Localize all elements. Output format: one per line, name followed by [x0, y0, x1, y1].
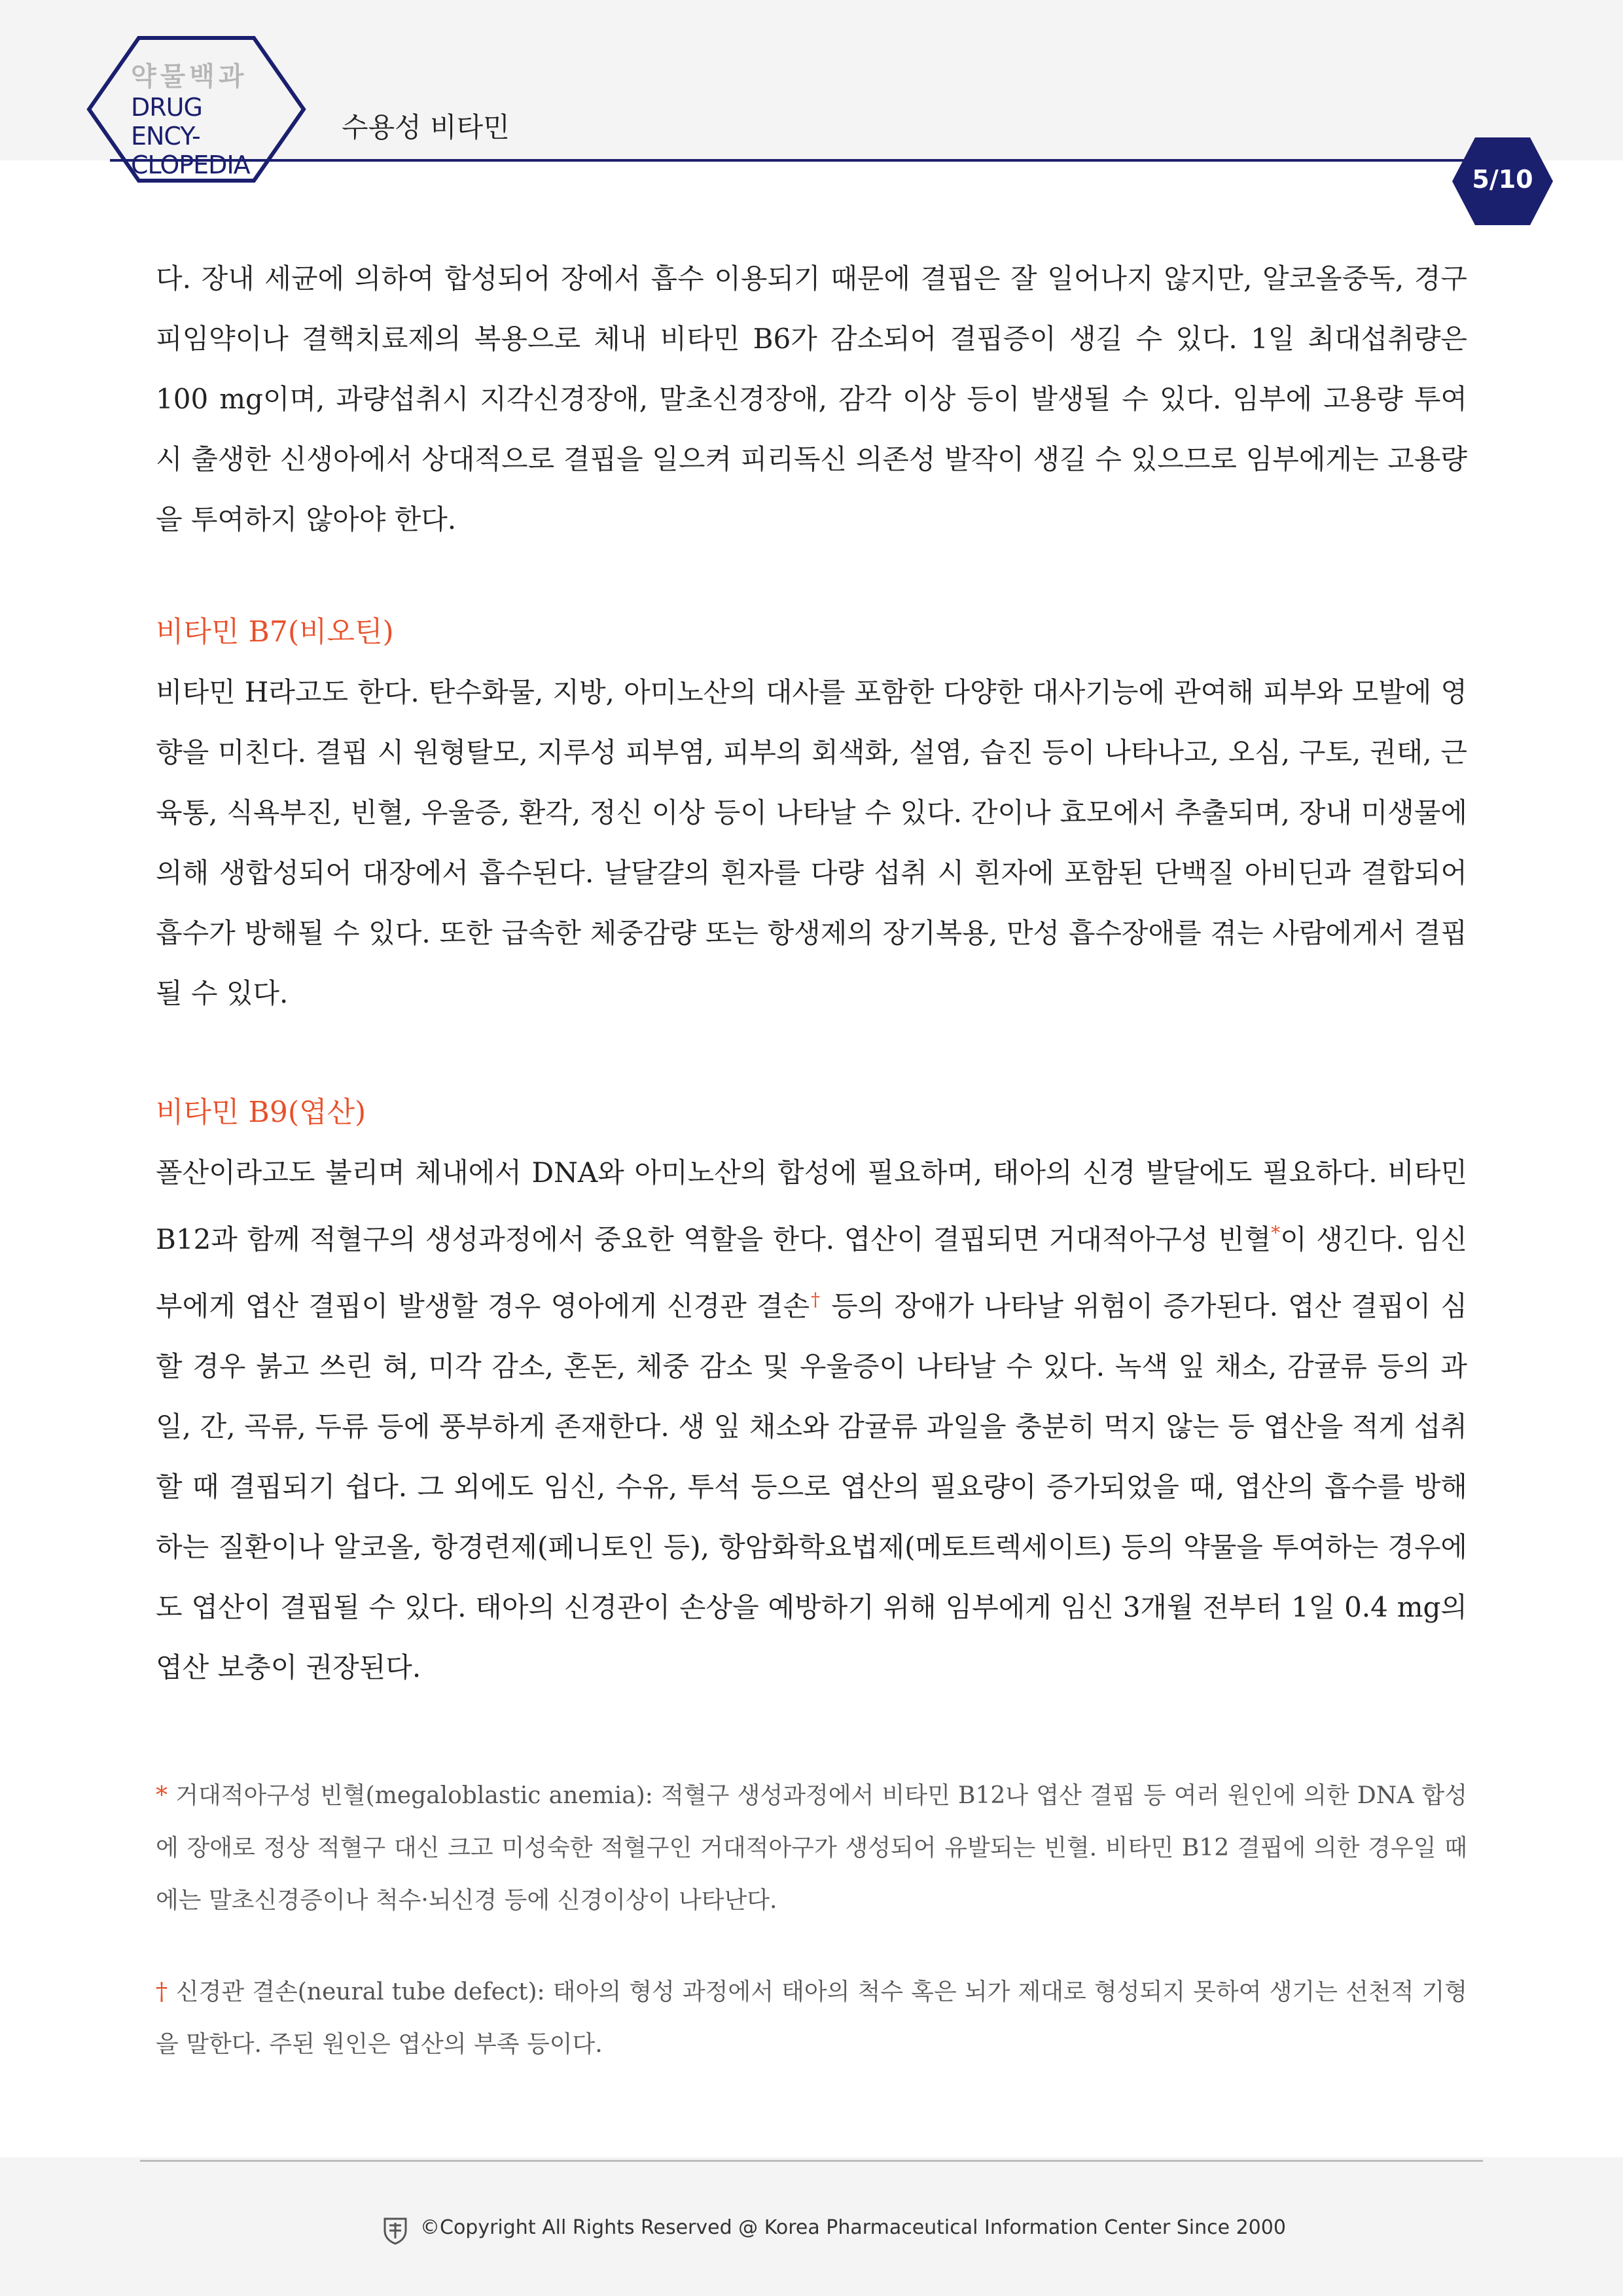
- document-body: [156, 249, 1467, 2071]
- intro-paragraph: 다. 장내 세균에 의하여 합성되어 장에서 흡수 이용되기 때문에 결핍은 잘 일어나지 않지만, 알코올중독, 경구피임약이나 결핵치료제의 복용으로 체내 비타민 B6가 감소되어 결핍증이 생길 수 있다. 1일 최대섭취량은 100 mg이며, 과량섭취시 지각신경장애, 말초신경장애, 감각 이상 등이 발생될 수 있다. 임부에 고용량 투여 시 출생한 신생아에서 상대적으로 결핍을 일으켜 피리독신 의존성 발작이 생길 수 있으므로 임부에게는 고용량을 투여하지 않아야 한다.: [156, 262, 1467, 535]
- logo: [131, 60, 275, 179]
- footnote-ref-dagger: †: [810, 1289, 821, 1310]
- b9-heading: 비타민 B9(엽산): [156, 1096, 366, 1129]
- footer-divider: [140, 2160, 1483, 2162]
- b9-text-part2: 이 생긴다. 임신부에게 엽산 결핍이 발생할 경우 영아에게 신경관 결손: [156, 1223, 1468, 1322]
- footnote-2-text: 신경관 결손(neural tube defect): 태아의 형성 과정에서 태아의 척수 혹은 뇌가 제대로 형성되지 못하여 생기는 선천적 기형을 말한다. 주된 원인은 엽산의 부족 등이다.: [156, 1979, 1468, 2058]
- logo-korean: 약물백과: [131, 62, 248, 92]
- b7-paragraph: 비타민 H라고도 한다. 탄수화물, 지방, 아미노산의 대사를 포함한 다양한 대사기능에 관여해 피부와 모발에 영향을 미친다. 결핍 시 원형탈모, 지루성 피부염, 피부의 회색화, 설염, 습진 등이 나타나고, 오심, 구토, 권태, 근육통, 식욕부진, 빈혈, 우울증, 환각, 정신 이상 등이 나타날 수 있다. 간이나 효모에서 추출되며, 장내 미생물에 의해 생합성되어 대장에서 흡수된다. 날달걀의 흰자를 다량 섭취 시 흰자에 포함된 단백질 아비딘과 결합되어 흡수가 방해될 수 있다. 또한 급속한 체중감량 또는 항생제의 장기복용, 만성 흡수장애를 겪는 사람에게서 결핍될 수 있다.: [156, 676, 1467, 1009]
- shield-icon: [382, 2216, 408, 2245]
- footnote-1: [156, 1770, 1467, 1927]
- footnote-1-text: 거대적아구성 빈혈(megaloblastic anemia): 적혈구 생성과정에서 비타민 B12나 엽산 결핍 등 여러 원인에 의한 DNA 합성에 장애로 정상 적혈구 대신 크고 미성숙한 적혈구인 거대적아구가 생성되어 유발되는 빈혈. 비타민 B12 결핍에 의한 경우일 때에는 말초신경증이나 척수·뇌신경 등에 신경이상이 나타난다.: [156, 1782, 1467, 1914]
- b9-text-part1: 폴산이라고도 불리며 체내에서 DNA와 아미노산의 합성에 필요하며, 태아의 신경 발달에도 필요하다. 비타민 B12과 함께 적혈구의 생성과정에서 중요한 역할을 한다. 엽산이 결핍되면 거대적아구성 빈혈: [156, 1157, 1467, 1255]
- b9-text-part3: 등의 장애가 나타날 위험이 증가된다. 엽산 결핍이 심할 경우 붉고 쓰린 혀, 미각 감소, 혼돈, 체중 감소 및 우울증이 나타날 수 있다. 녹색 잎 채소, 감귤류 등의 과일, 간, 곡류, 두류 등에 풍부하게 존재한다. 생 잎 채소와 감귤류 과일을 충분히 먹지 않는 등 엽산을 적게 섭취할 때 결핍되기 쉽다. 그 외에도 임신, 수유, 투석 등으로 엽산의 필요량이 증가되었을 때, 엽산의 흡수를 방해하는 질환이나 알코올, 항경련제(페니토인 등), 항암화학요법제(메토트렉세이트) 등의 약물을 투여하는 경우에도 엽산이 결핍될 수 있다. 태아의 신경관이 손상을 예방하기 위해 임부에게 임신 3개월 전부터 1일 0.4 mg의 엽산 보충이 권장된다.: [156, 1290, 1468, 1683]
- b7-heading: 비타민 B7(비오틴): [156, 615, 394, 649]
- footnote-2: [156, 1966, 1467, 2071]
- b9-paragraph: [156, 1143, 1467, 1698]
- footnote-mark-dagger: †: [156, 1979, 168, 2005]
- copyright-text: ©Copyright All Rights Reserved @ Korea Pharmaceutical Information Center Since 2000: [420, 2216, 1286, 2239]
- footnotes: [156, 1770, 1467, 2071]
- footnote-ref-asterisk: *: [1271, 1222, 1281, 1244]
- logo-english-line1: DRUG ENCY-: [131, 93, 202, 151]
- page-number: 5/10: [1472, 165, 1533, 194]
- page-title: 수용성 비타민: [342, 111, 510, 143]
- footnote-mark-asterisk: *: [156, 1782, 168, 1809]
- logo-english-line2: CLOPEDIA: [131, 151, 250, 179]
- header-divider: [110, 159, 1497, 162]
